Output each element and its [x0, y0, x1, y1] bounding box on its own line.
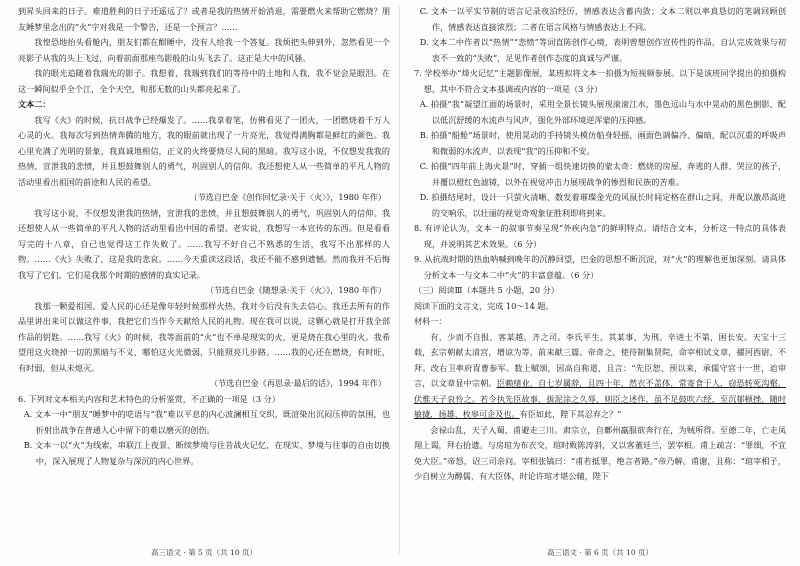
- text2-paragraph-3: 我那一颗爱祖国、爱人民的心还是像年轻时候那样火热，我对今后没有失去信心。我还去所有的作品里讲出来可以做这件事，我把它们当作今天献给人民的礼物。现在我可以说，这颗心就是打开我全部作品的钥匙。……我写《火》的时候，我等面前的“火”也不单是现实的火，更是烧在我心里的火。我希望用这火烧掉一切的黑暗与不义，哪怕这火光微弱，只能照亮几步路。……我的心还在燃烧，有时旺，有时弱，但从未熄灭。: [18, 300, 390, 373]
- classical-paragraph-2: 会禄山乱，天子入蜀，甫避走三川。肃宗立，自鄜州羸服欲奔行在，为贼所得。至德二年，亡走凤翔上谒，拜右拾遗。与房琯为布衣交，琯时败陈涛斜，又以客董廷兰，罢宰相。甫上疏言：“罪细，不宜免大臣。”帝怒，诏三司亲问。宰相张镐曰：“甫若抵罪，绝言者路。”帝乃解。甫谢，且称：“琯宰相子，少自树立为醇儒，有大臣体，时论许琯才堪公辅，陛下: [414, 424, 786, 481]
- page-6-column: [414, 4, 786, 540]
- text2-paragraph-2: 我写这小说，不仅想发泄我的热情，宣泄我的悲愤，并且想鼓舞别人的勇气，巩固别人的信仰。我还想使人从一些简单的平凡人物的活动里看出中国的希望。老实说，我想写一本宣传的东西。但是看看写完的十八章，自己也觉得这工作失败了。……我写不好自己不熟悉的生活，我写不出那样的人物。……《火》失败了，这是我的悲哀。……今天重读这段话，我还不能不感到遗憾。然而我并不后悔我写了它们。它们是我那个时期的感情的真实记录。: [18, 207, 390, 280]
- reading-instruction: 阅读下面的文言文，完成 10～14 题。: [414, 300, 554, 311]
- text2-heading: 文本二：: [18, 99, 51, 109]
- classical-text-1c: 有臣如此，陛下其忍弃之？”: [519, 409, 622, 419]
- classical-text-1b: “先臣恕、预以来，承儒守官十一世，迨审言，以文章显中宗朝。: [414, 362, 786, 388]
- page-6-footer: 高三语文 · 第 6 页（共 10 页）: [546, 548, 653, 557]
- source-note-1: （节选自巴金《创作回忆录·关于〈火〉》，1980 年作）: [189, 192, 386, 202]
- source-note-3: （节选自巴金《再思录·最后的话》，1994 年作）: [209, 378, 386, 388]
- question-7-option-a: A. 拍摄“我”凝望江面的场景时，采用全景长镜头展现滚滚江水，墨色远山与水中晃动的黑色倒影，配以低沉舒缓的水流声与风声，强化外部环境逆浑蒙的压抑感。: [419, 99, 786, 125]
- page-5-footer: 高三语文 · 第 5 页（共 10 页）: [150, 548, 257, 557]
- page-5-column: [18, 4, 390, 540]
- question-8: 8. 有评论认为，文本一的叙事节奏呈现“外疾内急”的鲜明特点。请结合文本，分析这一特点的具体表现，并说明其艺术效果。（6 分）: [414, 223, 786, 249]
- question-7-option-c: C. 拍摄“四年前上海火景”时，穿插一组快速切换的蒙太奇：燃烧的房屋、奔逃的人群、哭泣的孩子，并覆以橙红色滤镜，以外在视觉冲击力展现战争的惨烈和民族的苦难。: [419, 161, 786, 187]
- question-9: 9. 从抗战时期的热血呐喊到晚年的沉静回望，巴金的思想不断沉淀，对“火”的理解也更加深刻。请具体分析文本一与文本二中“火”的丰富意蕴。（6 分）: [414, 254, 786, 280]
- text1-paragraph-3: 我的眼光追随着我瑞光的影子。我想着，我瑞到我们的等待中的土地和人我，我不觉会是眼泪。在这一瞬间似乎全个江，全个天空，和那无数的山头都亮起来了。: [18, 68, 390, 94]
- question-7-option-d: D. 拍摄结尾时，设计一只萤火清晰、数发着璀璨金光的风鼠长时间定格在群山之间，并配以激昂高进的交响乐，以壮丽的视觉奇观象征胜利即将到来。: [419, 192, 786, 218]
- page-divider: [399, 6, 400, 554]
- question-7: 7. 学校举办“烽火记忆”主题影像展，某班拟将文本一拍摄为短视频参展。以下是该班同学提出的拍摄构想，其中不符合文本基调或内容的一项是（3 分）: [414, 68, 786, 94]
- classical-text-1a: 有，少而不自报，客某越、齐之司。李氏平生，其某事，为刑。辛进士不第，困长安。天宝十三载，玄宗朝献太清宫，增谅为等，前来献三篇。帝奇之，使待制集贤院，命宰相试文章，擢河西尉，不拜。改右卫率府胄曹参军。数上赋颂，因高自称道，且言：: [414, 331, 786, 373]
- underlined-sentence: 臣赖绪业，自七岁属辞，且四十年，然衣不盖体，常寄食于人，窃恐转死沟壑，伏惟天子哀怜之。若令执先臣故事，拔泥涂之久辱，则臣之述作，虽不足鼓吹六经，至沉郁顿挫，随时敏捷，扬雄、枚皋可企及也。: [414, 378, 786, 419]
- source-note-2: （节选自巴金《随想录·关于〈火〉》，1980 年作）: [205, 285, 386, 295]
- question-6-option-c: C. 文本一以平实节制的语言记录夜泊经历，情感表达含蓄内敛；文本二则以率真恳切的笔调回顾创作，情感表达直接浓烈；二者在语言风格与情感表达上不同。: [419, 6, 786, 32]
- material-1-label: 材料一：: [414, 316, 447, 326]
- text1-paragraph-2: 我惶恐地抬头看舱内，朋友们都在酣睡中，没有人给我一个答复。我烦把头伸到外，忽然看见一个亮影子从我的头上飞过，向着前面那座鸟影般的山头飞去了。这正是大中的风骚。: [18, 37, 390, 63]
- question-6-option-a: A. 文本一中“朋友”睡梦中的呓语与“我”难以平息的内心波澜相互交织，既渲染出沉闷压抑的氛围，也折射出战争在普通人心中留下的难以磨灭的创伤。: [23, 409, 390, 435]
- question-6-option-d: D. 文本二中作者以“热情”“悲愤”等词直陈创作心境，表明曾想创作宣传性的作品，自认完成效果与初衷不一致的“失败”，足见作者创作态度的真诚与严谨。: [419, 37, 786, 63]
- text1-paragraph-1: 到昇头回来的日子。难道胜利的日子还遥远了？或者是我的热情开始消退，需要燃火来帮助它燃烧？朋友睡梦里念出的“火”字对我是一个警告，还是一个预言？……: [18, 6, 390, 32]
- section-heading: （三）阅读Ⅲ（本题共 5 小题，20 分）: [414, 285, 559, 295]
- question-6: 6. 下列对文本相关内容和艺术特色的分析鉴赏，不正确的一项是（3 分）: [18, 393, 280, 404]
- classical-paragraph-1: [414, 330, 786, 423]
- question-6-option-b: B. 文本一以“火”为线索，串联江上夜景、断续梦境与往昔战火记忆，在现实、梦境与往事的自由切换中，深入展现了人物复杂与深沉的内心世界。: [23, 440, 390, 466]
- text2-paragraph-1: 我写《火》的时候，抗日战争已经爆发了。……我拿着笔，仿佛看见了一团火，一团燃烧着千万人心灵的火。我每次写到热情奔腾的地方，我的眼前就出现了一片亮光，我觉得满胸都是鲜红的颜色。我心里充满了光明的景象，我真诚地相信，正义的火终要烧尽人间的黑暗。我写这小说，不仅想发我我的热情，宣泄我的悲愤，并且想鼓舞别人的勇气，巩固别人的信仰。我还想使人从一些简单的平凡人物的活动里看出祖国的前途和人民的希望。: [18, 114, 390, 187]
- question-7-option-b: B. 拍摄“船舱”场景时，使用晃动的手持镜头模仿船身轻摇，画面色调偏冷、偏暗，配以沉重的呼吸声和微弱的水流声，以表现“我”的压抑和不安。: [419, 130, 786, 156]
